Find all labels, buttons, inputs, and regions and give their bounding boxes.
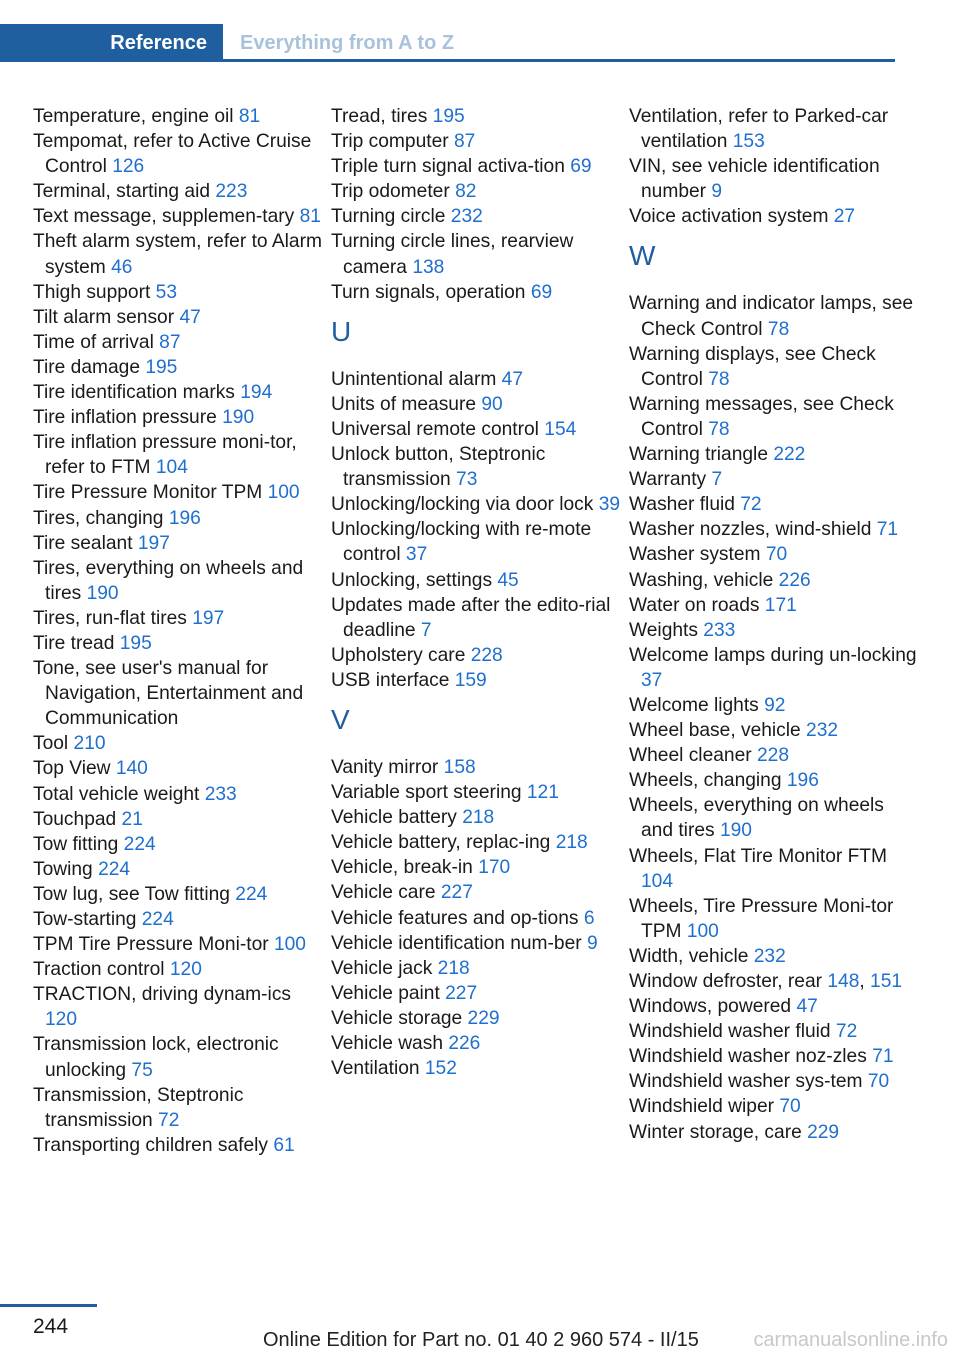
watermark: carmanualsonline.info — [753, 1329, 948, 1351]
page-link[interactable]: 69 — [570, 156, 592, 178]
index-entry — [33, 882, 323, 907]
page-link[interactable]: 75 — [131, 1059, 153, 1081]
index-entry — [331, 906, 621, 931]
index-entry-text: Water on roads — [629, 594, 765, 616]
index-entry — [331, 880, 621, 905]
index-entry — [629, 442, 919, 467]
index-entry-text: Width, vehicle — [629, 945, 754, 967]
page-link[interactable]: 151 — [870, 971, 903, 992]
index-entry-text: Windshield washer noz‐zles — [629, 1046, 873, 1068]
page-link[interactable]: 7 — [711, 469, 723, 491]
index-entry-text: Windshield wiper — [629, 1096, 780, 1118]
index-entry-text: USB interface — [331, 669, 455, 691]
index-entry — [629, 844, 919, 894]
index-entry — [33, 229, 323, 279]
page-link[interactable]: 78 — [708, 418, 730, 440]
index-entry-text: Vanity mirror — [331, 756, 444, 778]
index-entry-text: Tow fitting — [33, 833, 124, 855]
index-entry-text: Transmission lock, electronic unlocking — [33, 1034, 279, 1081]
page-link[interactable]: 69 — [530, 281, 553, 303]
page-link[interactable]: 154 — [544, 418, 577, 440]
index-entry — [629, 994, 919, 1019]
page-link[interactable]: 196 — [168, 507, 201, 529]
index-entry-text: Vehicle battery — [331, 807, 463, 829]
page-link[interactable]: 104 — [155, 457, 188, 479]
index-entry-text: Tow lug, see Tow fitting — [33, 883, 236, 905]
index-entry — [331, 1006, 621, 1031]
index-entry — [33, 355, 323, 380]
page-link[interactable]: 138 — [412, 256, 445, 278]
index-entry-text: Theft alarm system, refer to Alarm system — [33, 231, 322, 278]
index-entry-text: Tires, run-flat tires — [33, 607, 193, 629]
index-entry-text: Tempomat, refer to Active Cruise Control — [33, 131, 312, 178]
index-entry-text: Vehicle battery, replac‐ing — [331, 832, 556, 854]
page-link[interactable]: 37 — [405, 544, 428, 566]
page-link[interactable]: 210 — [73, 733, 106, 755]
index-entry — [331, 568, 621, 593]
page-link[interactable]: 121 — [526, 782, 559, 804]
page-link[interactable]: 229 — [467, 1007, 500, 1029]
index-entry-text: Tread, tires — [331, 106, 433, 127]
page-number: 244 — [33, 1315, 69, 1338]
index-entry-text: Voice activation system — [629, 206, 834, 228]
index-entry-text: Warning displays, see Check Control — [629, 343, 876, 390]
index-entry — [331, 442, 621, 492]
index-entry — [629, 1019, 919, 1044]
index-entry-text: VIN, see vehicle identification number — [629, 156, 880, 203]
index-entry-text: Windshield washer sys‐tem — [629, 1071, 868, 1093]
index-entry-text: Tires, changing — [33, 507, 169, 529]
page-link[interactable]: 228 — [470, 644, 503, 666]
index-entry — [629, 542, 919, 567]
index-entry-text: Transporting children safely — [33, 1134, 274, 1156]
index-entry — [33, 832, 323, 857]
index-entry — [33, 405, 323, 430]
index-entry-text: Windows, powered — [629, 996, 797, 1018]
page-link[interactable]: 78 — [767, 318, 790, 340]
index-entry-text: Vehicle jack — [331, 957, 438, 979]
index-entry — [331, 643, 621, 668]
index-entry-text: Unlocking, settings — [331, 569, 498, 591]
index-entry — [629, 618, 919, 643]
index-entry-text: Variable sport steering — [331, 782, 527, 804]
index-entry — [33, 204, 323, 229]
page-link[interactable]: 223 — [215, 181, 248, 203]
page-link[interactable]: 90 — [481, 393, 503, 415]
index-entry-text: Unintentional alarm — [331, 368, 502, 390]
index-entry-text: Vehicle wash — [331, 1033, 449, 1054]
page-link[interactable]: 232 — [806, 720, 839, 742]
index-entry-text: Warning messages, see Check Control — [629, 393, 894, 440]
index-entry — [33, 480, 323, 505]
index-entry-text: TPM Tire Pressure Moni‐tor — [33, 934, 274, 956]
page-link[interactable]: 218 — [437, 957, 470, 979]
page-link[interactable]: 152 — [424, 1058, 457, 1080]
index-entry-text: Top View — [33, 758, 116, 780]
index-entry — [629, 342, 919, 392]
page-link[interactable]: 159 — [454, 669, 487, 691]
index-entry-text: Terminal, starting aid — [33, 181, 216, 203]
index-entry — [331, 755, 621, 780]
page-link[interactable]: 120 — [45, 1009, 78, 1031]
index-entry-text: Vehicle storage — [331, 1007, 468, 1029]
page-link[interactable]: 7 — [420, 619, 432, 641]
page-link[interactable]: 197 — [137, 532, 170, 554]
index-entry — [33, 1032, 323, 1082]
index-entry-text: Updates made after the edito‐rial deadline — [331, 594, 611, 641]
index-entry — [331, 392, 621, 417]
index-entry — [33, 1083, 323, 1133]
page-link[interactable]: 82 — [455, 181, 477, 203]
index-entry-text: Universal remote control — [331, 418, 545, 440]
index-entry — [331, 981, 621, 1006]
index-entry — [331, 204, 621, 229]
page-link[interactable]: 224 — [123, 833, 156, 855]
index-entry — [629, 793, 919, 843]
index-entry — [331, 129, 621, 154]
index-entry-text: Towing — [33, 858, 99, 880]
index-entry — [331, 517, 621, 567]
footer-rule — [0, 1304, 97, 1307]
page-link[interactable]: 190 — [719, 820, 752, 842]
index-entry-text: Wheel cleaner — [629, 745, 757, 767]
index-entry — [33, 756, 323, 781]
index-entry-text: Tire damage — [33, 356, 146, 378]
index-entry-text: Wheels, everything on wheels and tires — [629, 795, 884, 842]
index-entry — [33, 606, 323, 631]
index-entry — [331, 154, 621, 179]
index-entry — [33, 857, 323, 882]
index-entry-text: Trip computer — [331, 131, 454, 153]
index-entry-text: Traction control — [33, 959, 170, 981]
index-entry-text: Ventilation, refer to Parked-car ventilation — [629, 106, 889, 153]
index-entry — [629, 643, 919, 693]
index-entry-text: Tire sealant — [33, 532, 138, 554]
index-entry — [629, 467, 919, 492]
index-entry-text: Tires, everything on wheels and tires — [33, 557, 304, 604]
index-entry — [33, 932, 323, 957]
page-link[interactable]: 87 — [453, 131, 476, 153]
index-entry — [33, 330, 323, 355]
index-entry — [33, 104, 323, 129]
index-entry — [33, 430, 323, 480]
page-link[interactable]: 39 — [598, 494, 621, 516]
section-tab-a-to-z[interactable]: Everything from A to Z — [240, 32, 455, 54]
page-link[interactable]: 224 — [235, 883, 268, 905]
index-entry — [331, 417, 621, 442]
index-entry — [33, 631, 323, 656]
index-entry-text: Tool — [33, 733, 74, 755]
page-link[interactable]: 194 — [240, 382, 273, 404]
page-link[interactable]: 218 — [462, 807, 495, 829]
index-entry-text: Time of arrival — [33, 331, 160, 353]
index-entry — [33, 982, 323, 1032]
index-entry-text: Units of measure — [331, 393, 482, 415]
index-entry-text: Windshield washer fluid — [629, 1021, 836, 1043]
index-entry-text: Wheels, Flat Tire Monitor FTM — [629, 845, 888, 867]
page-link[interactable]: 197 — [192, 607, 225, 629]
index-entry — [629, 291, 919, 341]
index-entry-text: Washer system — [629, 544, 766, 566]
index-entry-text: Warranty — [629, 469, 712, 491]
index-entry-text: Vehicle features and op‐tions — [331, 907, 584, 929]
index-entry-text: Welcome lamps during un‐locking — [629, 644, 917, 666]
page-link[interactable]: 153 — [732, 131, 765, 153]
index-entry-text: Turning circle — [331, 206, 451, 228]
index-entry — [331, 367, 621, 392]
index-entry — [629, 104, 919, 154]
index-column-2 — [331, 104, 621, 1081]
page-link[interactable]: 70 — [779, 1096, 801, 1118]
index-entry — [33, 782, 323, 807]
page-link[interactable]: 47 — [796, 996, 818, 1018]
page-link[interactable]: 158 — [443, 756, 476, 778]
index-column-3 — [629, 104, 919, 1145]
page-link[interactable]: 195 — [119, 632, 152, 654]
index-entry — [33, 305, 323, 330]
index-entry — [331, 492, 621, 517]
page-link[interactable]: 46 — [111, 256, 133, 278]
index-entry-text: Warning triangle — [629, 444, 774, 466]
page-link[interactable]: 126 — [112, 156, 145, 178]
index-entry — [33, 179, 323, 204]
index-entry — [331, 830, 621, 855]
index-entry — [33, 556, 323, 606]
index-entry-text: Turning circle lines, rearview camera — [331, 231, 574, 278]
page-link[interactable]: 233 — [204, 783, 237, 805]
index-letter-heading: W — [629, 240, 656, 272]
index-entry — [33, 380, 323, 405]
index-entry — [33, 506, 323, 531]
index-entry-text: Vehicle paint — [331, 982, 446, 1004]
index-entry — [331, 780, 621, 805]
page-link[interactable]: 224 — [98, 858, 131, 880]
page-link[interactable]: 224 — [141, 909, 174, 930]
page-link[interactable]: 9 — [711, 181, 723, 203]
index-entry-text: TRACTION, driving dynam‐ics — [33, 984, 292, 1006]
index-entry-text: Unlock button, Steptronic transmission — [331, 444, 546, 491]
index-entry — [331, 593, 621, 643]
index-entry — [629, 743, 919, 768]
index-entry-text: Washer fluid — [629, 494, 741, 516]
index-entry-text: Unlocking/locking with re‐mote control — [331, 519, 592, 566]
index-letter-heading: U — [331, 315, 352, 347]
index-entry-text: Touchpad — [33, 808, 122, 830]
page-link[interactable]: 72 — [740, 494, 762, 516]
index-entry — [629, 1069, 919, 1094]
index-entry — [629, 204, 919, 229]
index-entry — [629, 693, 919, 718]
index-entry-text: Total vehicle weight — [33, 783, 205, 805]
index-entry — [331, 855, 621, 880]
page-link[interactable]: 120 — [169, 959, 202, 981]
page-link[interactable]: 100 — [686, 920, 719, 942]
index-entry — [331, 956, 621, 981]
page-link[interactable]: 140 — [115, 758, 148, 780]
index-entry — [629, 568, 919, 593]
index-column-1 — [33, 104, 323, 1158]
index-entry — [629, 1044, 919, 1069]
index-entry-text: Tilt alarm sensor — [33, 306, 180, 328]
page-link[interactable]: 70 — [867, 1071, 890, 1093]
page-link[interactable]: 70 — [765, 544, 788, 566]
index-entry-text: Upholstery care — [331, 644, 471, 666]
section-tab-reference[interactable]: Reference — [0, 24, 223, 62]
index-entry — [33, 129, 323, 179]
index-entry — [331, 179, 621, 204]
index-entry-text: Triple turn signal activa‐tion — [331, 156, 571, 178]
index-entry-text: Tone, see user's manual for Navigation, Entertainment and Communication — [33, 658, 304, 730]
index-entry-text: Tire identification marks — [33, 382, 241, 404]
index-entry — [33, 957, 323, 982]
index-entry-text: Tire tread — [33, 632, 120, 654]
index-entry — [33, 656, 323, 731]
index-entry — [33, 280, 323, 305]
index-entry-text: Washer nozzles, wind‐shield — [629, 519, 877, 541]
index-entry — [331, 104, 621, 129]
index-entry-text: Wheel base, vehicle — [629, 720, 807, 742]
index-entry — [629, 1120, 919, 1145]
page-link[interactable]: 71 — [876, 519, 899, 541]
index-entry — [629, 154, 919, 204]
index-entry — [629, 517, 919, 542]
page-link[interactable]: 232 — [753, 945, 786, 967]
page-link[interactable]: 228 — [756, 745, 789, 767]
header-rule — [223, 59, 895, 62]
index-entry — [331, 805, 621, 830]
page-link[interactable]: 81 — [238, 106, 261, 127]
page-header — [0, 24, 960, 62]
page-link[interactable]: 73 — [456, 469, 478, 491]
page-link[interactable]: 27 — [833, 206, 856, 228]
page-link[interactable]: 233 — [703, 619, 736, 641]
index-entry — [629, 593, 919, 618]
page-link[interactable]: 72 — [158, 1109, 180, 1131]
page-link[interactable]: 100 — [267, 482, 300, 504]
index-entry — [331, 229, 621, 279]
index-entry: Window defroster, rear 148, 151 — [629, 971, 903, 992]
page-link[interactable]: 195 — [432, 106, 465, 127]
index-entry — [33, 731, 323, 756]
index-entry — [629, 1094, 919, 1119]
index-letter-heading: V — [331, 703, 350, 735]
page-link[interactable]: 81 — [299, 206, 321, 228]
index-entry-text: Thigh support — [33, 281, 156, 303]
page-link[interactable]: 61 — [273, 1134, 295, 1156]
index-entry-text: Window defroster, rear — [629, 971, 828, 992]
page-link[interactable]: 196 — [786, 770, 819, 792]
page-link[interactable]: 78 — [708, 368, 730, 390]
index-entry-text: Unlocking/locking via door lock — [331, 494, 599, 516]
page-link[interactable]: 53 — [155, 281, 178, 303]
index-entry — [629, 392, 919, 442]
page-link[interactable]: 72 — [835, 1021, 858, 1043]
index-entry-text: Tire inflation pressure moni‐tor, refer to FTM — [33, 432, 297, 479]
index-entry-text: Transmission, Steptronic transmission — [33, 1084, 244, 1131]
index-entry — [629, 768, 919, 793]
page-link[interactable]: 222 — [773, 444, 806, 466]
index-entry — [629, 944, 919, 969]
index-entry-text: Tow-starting — [33, 909, 142, 930]
index-entry — [629, 492, 919, 517]
page-link[interactable]: 170 — [478, 857, 511, 879]
page-link[interactable]: 190 — [86, 582, 119, 604]
index-entry-text: Welcome lights — [629, 694, 765, 716]
edition-note: Online Edition for Part no. 01 40 2 960 574 - II/15 — [263, 1329, 699, 1351]
page-link[interactable]: 227 — [440, 882, 473, 904]
index-entry — [331, 1056, 621, 1081]
page-link[interactable]: 45 — [497, 569, 519, 591]
page-link[interactable]: 6 — [583, 907, 595, 929]
page-link[interactable]: 171 — [764, 594, 797, 616]
page-link[interactable]: 190 — [222, 407, 255, 429]
page-link[interactable]: 37 — [641, 669, 663, 691]
page-link[interactable]: 9 — [586, 932, 598, 954]
page-link[interactable]: 104 — [641, 870, 674, 892]
index-entry-text: Turn signals, operation — [331, 281, 531, 303]
index-entry-text: Vehicle, break-in — [331, 857, 479, 879]
page-link[interactable]: 47 — [179, 306, 201, 328]
page-link[interactable]: 47 — [501, 368, 523, 390]
page-link[interactable]: 92 — [764, 694, 786, 716]
index-entry-text: Winter storage, care — [629, 1121, 808, 1143]
page-link[interactable]: 229 — [807, 1121, 840, 1143]
index-entry-text: Trip odometer — [331, 181, 456, 203]
index-entry-text: Tire inflation pressure — [33, 407, 223, 429]
index-entry-text: Vehicle identification num‐ber — [331, 932, 587, 954]
page-link[interactable]: 195 — [145, 356, 178, 378]
index-entry — [629, 718, 919, 743]
index-entry — [629, 894, 919, 944]
page-link[interactable]: 71 — [872, 1046, 894, 1068]
index-entry — [331, 1031, 621, 1056]
index-entry — [331, 280, 621, 305]
index-entry — [33, 1133, 323, 1158]
index-entry-text: Washing, vehicle — [629, 569, 779, 591]
index-entry — [331, 668, 621, 693]
index-entry — [33, 531, 323, 556]
index-entry-text: Temperature, engine oil — [33, 106, 239, 127]
index-entry-text: Text message, supplemen‐tary — [33, 206, 300, 228]
index-entry-text: Weights — [629, 619, 704, 641]
page-link[interactable]: 148 — [827, 971, 860, 992]
index-entry — [33, 807, 323, 832]
page-link[interactable]: 87 — [159, 331, 181, 353]
page-link[interactable]: 100 — [273, 934, 306, 956]
page-link[interactable]: 226 — [778, 569, 811, 591]
index-entry — [331, 931, 621, 956]
index-entry-text: Ventilation — [331, 1058, 425, 1080]
page-link[interactable]: 226 — [448, 1033, 481, 1054]
index-entry-text: Wheels, Tire Pressure Moni‐tor TPM — [629, 895, 894, 942]
index-entry-text: Vehicle care — [331, 882, 441, 904]
page-link[interactable]: 232 — [450, 206, 483, 228]
index-entry-text: Wheels, changing — [629, 770, 787, 792]
index-entry-text: Warning and indicator lamps, see Check Control — [629, 293, 914, 340]
page-link[interactable]: 218 — [555, 832, 588, 854]
index-entry — [33, 907, 323, 932]
page-link[interactable]: 227 — [445, 982, 478, 1004]
index-entry-text: Tire Pressure Monitor TPM — [33, 482, 268, 504]
page-link[interactable]: 21 — [121, 808, 143, 830]
